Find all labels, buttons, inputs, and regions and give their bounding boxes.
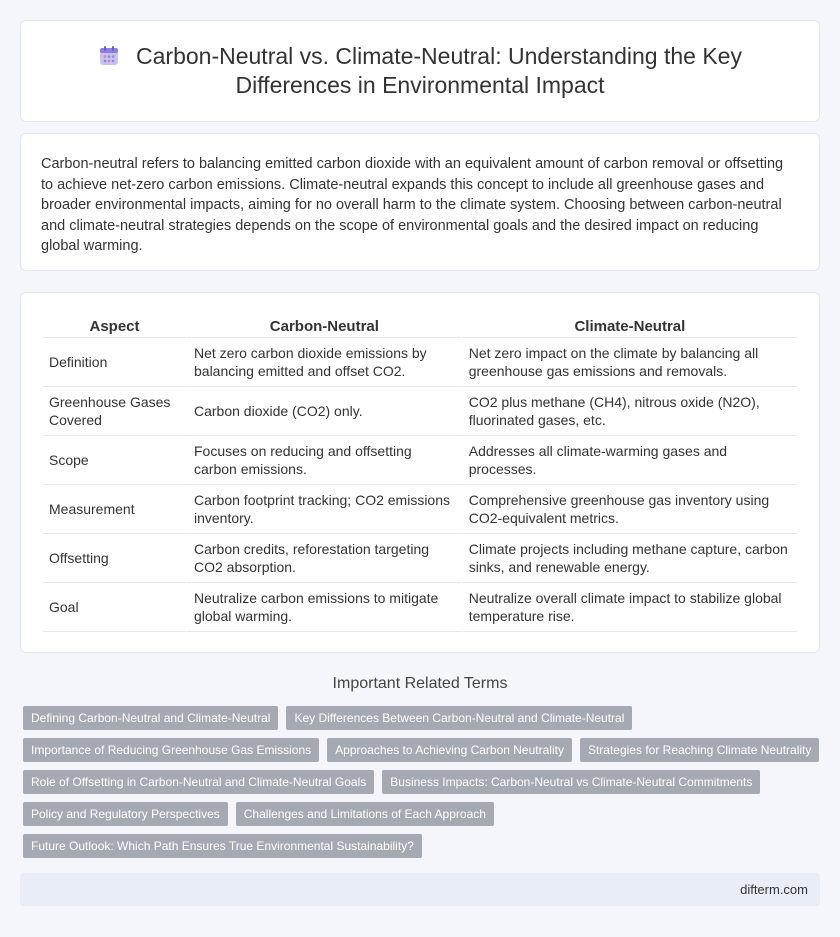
footer xyxy=(20,873,820,906)
related-terms-list xyxy=(23,706,823,858)
cell-climate-neutral: CO2 plus methane (CH4), nitrous oxide (N2O), fluorinated gases, etc. xyxy=(461,387,797,436)
cell-aspect: Scope xyxy=(43,436,186,485)
related-terms-title: Important Related Terms xyxy=(332,675,508,692)
related-term-tag[interactable]: Approaches to Achieving Carbon Neutrality xyxy=(327,738,572,762)
related-term-tag[interactable]: Importance of Reducing Greenhouse Gas Emissions xyxy=(23,738,319,762)
cell-climate-neutral: Climate projects including methane capture, carbon sinks, and renewable energy. xyxy=(461,534,797,583)
intro-text: Carbon-neutral refers to balancing emitted carbon dioxide with an equivalent amount of carbon removal or offsetting to achieve net-zero carbon emissions. Climate-neutral expands this concept to include all greenhouse gases and broader environmental impacts, aiming for no overall harm to the climate system. Choosing between carbon-neutral and climate-neutral strategies depends on the scope of environmental goals and the desired impact on reducing global warming. xyxy=(41,156,784,254)
header-aspect: Aspect xyxy=(43,313,186,338)
calendar-icon xyxy=(98,45,120,67)
cell-climate-neutral: Net zero impact on the climate by balancing all greenhouse gas emissions and removals. xyxy=(461,338,797,387)
table-row xyxy=(43,387,797,436)
table-row xyxy=(43,436,797,485)
cell-carbon-neutral: Neutralize carbon emissions to mitigate global warming. xyxy=(186,583,461,632)
cell-carbon-neutral: Focuses on reducing and offsetting carbon emissions. xyxy=(186,436,461,485)
table-row xyxy=(43,583,797,632)
cell-aspect: Measurement xyxy=(43,485,186,534)
related-term-tag[interactable]: Role of Offsetting in Carbon-Neutral and Climate-Neutral Goals xyxy=(23,770,374,794)
related-term-tag[interactable]: Business Impacts: Carbon-Neutral vs Climate-Neutral Commitments xyxy=(382,770,760,794)
header-card xyxy=(20,20,820,122)
table-row xyxy=(43,485,797,534)
cell-aspect: Offsetting xyxy=(43,534,186,583)
intro-card xyxy=(20,133,820,271)
cell-aspect: Greenhouse Gases Covered xyxy=(43,387,186,436)
cell-aspect: Goal xyxy=(43,583,186,632)
related-term-tag[interactable]: Key Differences Between Carbon-Neutral and Climate-Neutral xyxy=(286,706,632,730)
related-term-tag[interactable]: Future Outlook: Which Path Ensures True Environmental Sustainability? xyxy=(23,834,422,858)
footer-site-link[interactable]: difterm.com xyxy=(740,882,808,897)
cell-carbon-neutral: Carbon footprint tracking; CO2 emissions inventory. xyxy=(186,485,461,534)
related-term-tag[interactable]: Policy and Regulatory Perspectives xyxy=(23,802,228,826)
table-row xyxy=(43,338,797,387)
cell-climate-neutral: Addresses all climate-warming gases and processes. xyxy=(461,436,797,485)
cell-climate-neutral: Neutralize overall climate impact to stabilize global temperature rise. xyxy=(461,583,797,632)
cell-aspect: Definition xyxy=(43,338,186,387)
table-row xyxy=(43,534,797,583)
comparison-table xyxy=(43,313,797,632)
cell-carbon-neutral: Carbon dioxide (CO2) only. xyxy=(186,387,461,436)
cell-climate-neutral: Comprehensive greenhouse gas inventory using CO2-equivalent metrics. xyxy=(461,485,797,534)
related-term-tag[interactable]: Defining Carbon-Neutral and Climate-Neutral xyxy=(23,706,278,730)
comparison-table-card xyxy=(20,292,820,653)
related-term-tag[interactable]: Strategies for Reaching Climate Neutrality xyxy=(580,738,819,762)
page-title xyxy=(70,42,770,100)
header-climate-neutral: Climate-Neutral xyxy=(461,313,797,338)
cell-carbon-neutral: Net zero carbon dioxide emissions by balancing emitted and offset CO2. xyxy=(186,338,461,387)
header-carbon-neutral: Carbon-Neutral xyxy=(186,313,461,338)
table-header-row xyxy=(43,313,797,338)
cell-carbon-neutral: Carbon credits, reforestation targeting CO2 absorption. xyxy=(186,534,461,583)
related-term-tag[interactable]: Challenges and Limitations of Each Approach xyxy=(236,802,494,826)
page-title-text: Carbon-Neutral vs. Climate-Neutral: Understanding the Key Differences in Environmental Impact xyxy=(136,43,742,98)
